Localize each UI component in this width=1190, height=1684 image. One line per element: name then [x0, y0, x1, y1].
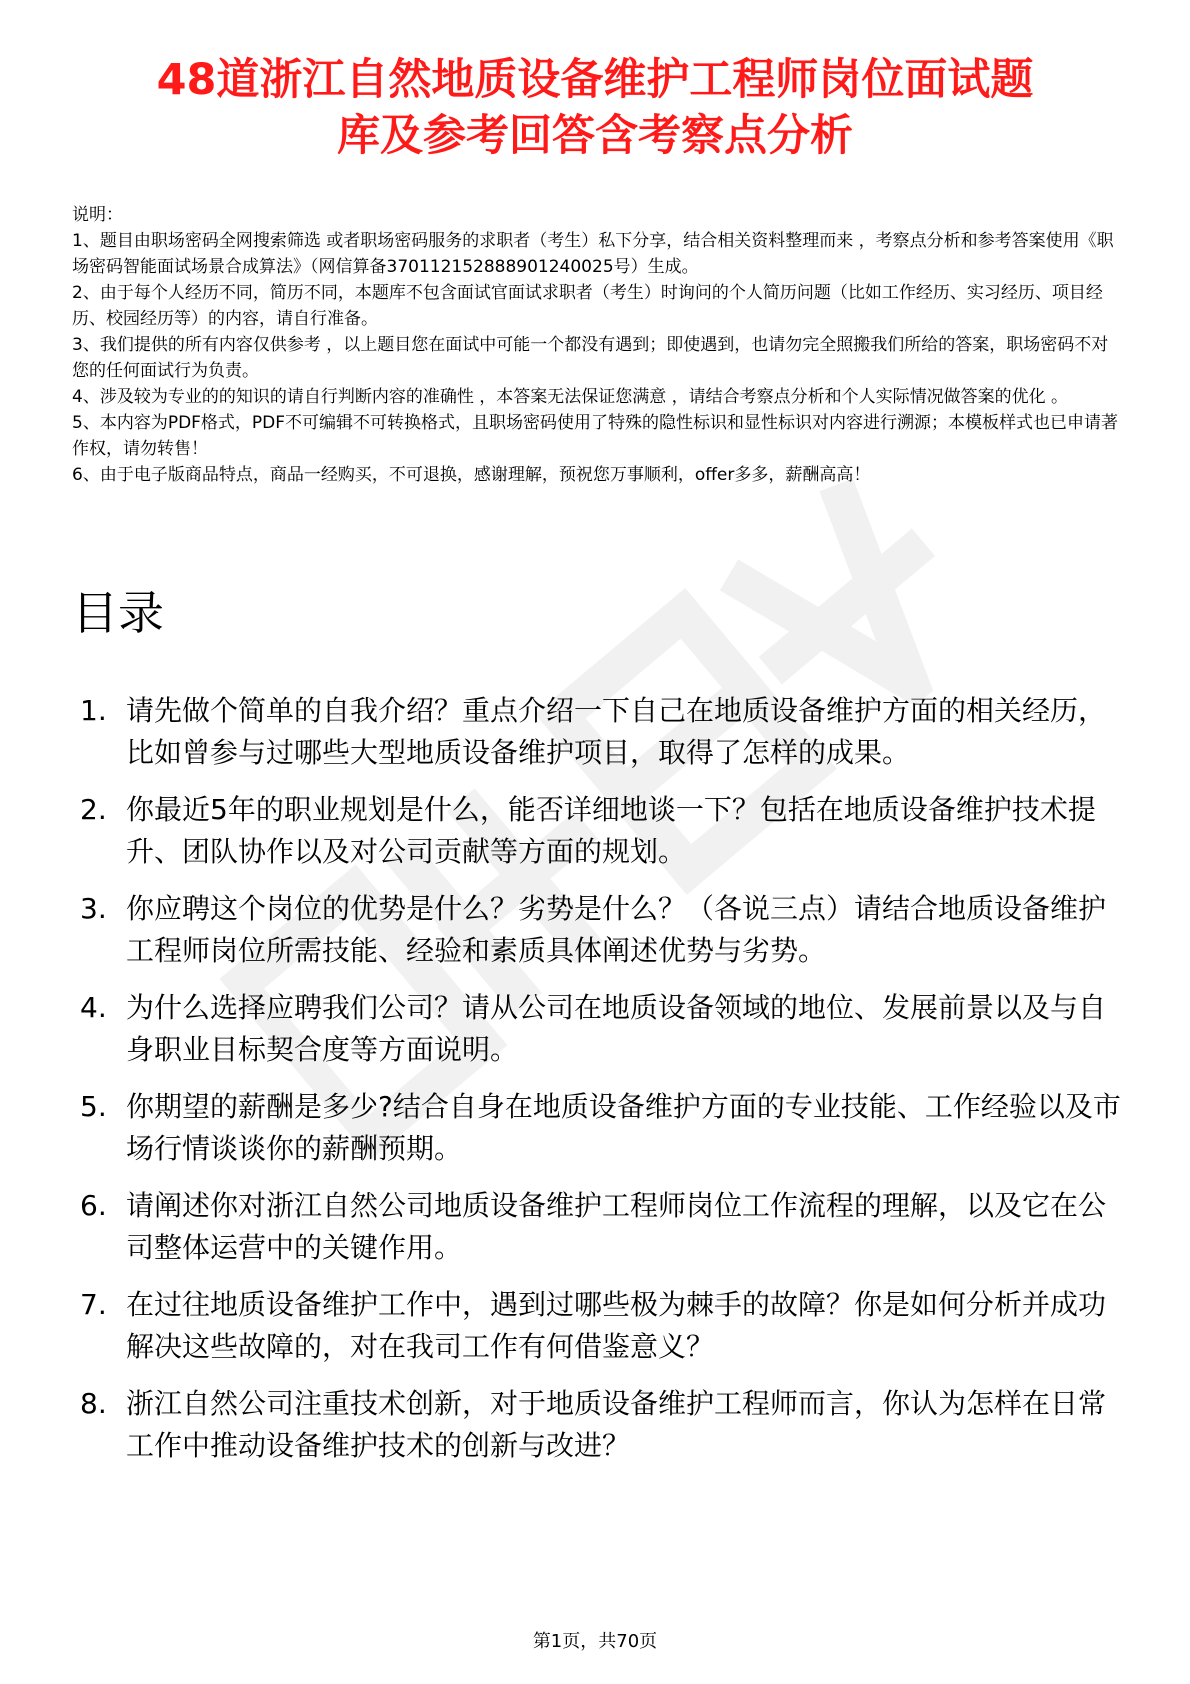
page-number-footer: 第1页，共70页: [532, 1631, 658, 1652]
toc-heading: 目录: [72, 586, 164, 640]
toc-list: [72, 690, 1132, 1482]
toc-item-text: 你期望的薪酬是多少?结合自身在地质设备维护方面的专业技能、工作经验以及市场行情谈谈你的薪酬预期。: [126, 1090, 1121, 1165]
toc-item-number: 3.: [80, 892, 107, 925]
toc-item-text: 请阐述你对浙江自然公司地质设备维护工程师岗位工作流程的理解，以及它在公司整体运营中的关键作用。: [126, 1189, 1107, 1264]
toc-item-number: 4.: [80, 991, 107, 1024]
toc-item-8[interactable]: [72, 1383, 1132, 1467]
instructions-heading: 说明：: [72, 205, 123, 225]
instruction-item: 4、涉及较为专业的的知识的请自行判断内容的准确性 ，本答案无法保证您满意 ，请结合考察点分析和个人实际情况做答案的优化 。: [72, 387, 1069, 407]
toc-item-3[interactable]: [72, 888, 1132, 972]
document-title-line-2: 库及参考回答含考察点分析: [337, 111, 853, 161]
toc-item-text: 你应聘这个岗位的优势是什么？劣势是什么？（各说三点）请结合地质设备维护工程师岗位所需技能、经验和素质具体阐述优势与劣势。: [126, 892, 1107, 967]
instruction-item: 1、题目由职场密码全网搜索筛选 或者职场密码服务的求职者（考生）私下分享，结合相关资料整理而来 ，考察点分析和参考答案使用《职场密码智能面试场景合成算法》（网信算备370112152888901240025号）生成。: [72, 231, 1114, 277]
document-title-line-1: 48道浙江自然地质设备维护工程师岗位面试题: [156, 55, 1034, 105]
toc-item-4[interactable]: [72, 987, 1132, 1071]
toc-item-text: 浙江自然公司注重技术创新，对于地质设备维护工程师而言，你认为怎样在日常工作中推动设备维护技术的创新与改进？: [126, 1387, 1107, 1462]
toc-item-number: 1.: [80, 694, 107, 727]
toc-item-number: 8.: [80, 1387, 107, 1420]
toc-item-7[interactable]: [72, 1284, 1132, 1368]
toc-item-text: 在过往地质设备维护工作中，遇到过哪些极为棘手的故障？你是如何分析并成功解决这些故障的，对在我司工作有何借鉴意义？: [126, 1288, 1107, 1363]
instruction-item: 2、由于每个人经历不同，简历不同，本题库不包含面试官面试求职者（考生）时询问的个人简历问题（比如工作经历、实习经历、项目经历、校园经历等）的内容，请自行准备。: [72, 283, 1103, 329]
toc-item-2[interactable]: [72, 789, 1132, 873]
toc-item-number: 5.: [80, 1090, 107, 1123]
toc-item-text: 你最近5年的职业规划是什么，能否详细地谈一下？包括在地质设备维护技术提升、团队协作以及对公司贡献等方面的规划。: [126, 793, 1096, 868]
toc-item-number: 2.: [80, 793, 107, 826]
toc-item-number: 7.: [80, 1288, 107, 1321]
document-title: [60, 52, 1130, 164]
toc-item-5[interactable]: [72, 1086, 1132, 1170]
toc-item-text: 请先做个简单的自我介绍？重点介绍一下自己在地质设备维护方面的相关经历，比如曾参与过哪些大型地质设备维护项目，取得了怎样的成果。: [126, 694, 1107, 769]
instruction-item: 5、本内容为PDF格式，PDF不可编辑不可转换格式，且职场密码使用了特殊的隐性标识和显性标识对内容进行溯源；本模板样式也已申请著作权，请勿转售！: [72, 413, 1119, 459]
instructions-block: [72, 202, 1122, 488]
instruction-item: 3、我们提供的所有内容仅供参考 ，以上题目您在面试中可能一个都没有遇到；即使遇到，也请勿完全照搬我们所给的答案，职场密码不对您的任何面试行为负责。: [72, 335, 1109, 381]
instruction-item: 6、由于电子版商品特点，商品一经购买，不可退换，感谢理解，预祝您万事顺利，offer多多，薪酬高高！: [72, 465, 871, 485]
toc-item-number: 6.: [80, 1189, 107, 1222]
toc-item-text: 为什么选择应聘我们公司？请从公司在地质设备领域的地位、发展前景以及与自身职业目标契合度等方面说明。: [126, 991, 1107, 1066]
toc-item-6[interactable]: [72, 1185, 1132, 1269]
toc-item-1[interactable]: [72, 690, 1132, 774]
